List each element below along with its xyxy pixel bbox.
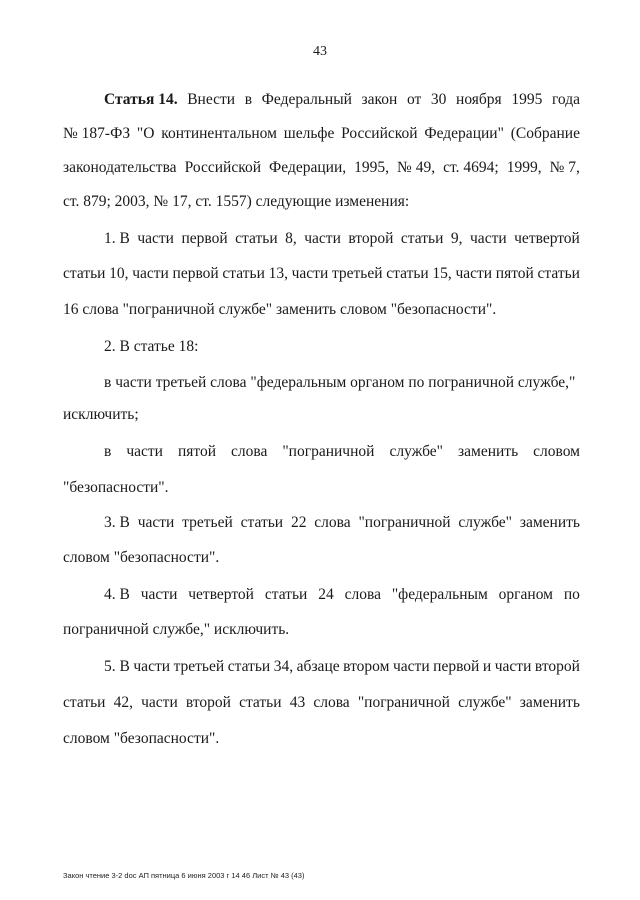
word: третьей (331, 265, 383, 282)
word: 1995, (354, 159, 390, 176)
word: статьи (264, 586, 308, 603)
word: части (304, 230, 341, 247)
word: части (133, 658, 171, 675)
word: и (482, 658, 492, 675)
word: шельфе (283, 125, 335, 142)
word: статьи (63, 694, 106, 711)
word: части (132, 265, 169, 282)
item-1-line-2 (63, 264, 580, 284)
word: второй (348, 230, 394, 247)
word: заменить (519, 514, 580, 531)
word: "пограничной (357, 694, 450, 711)
word: Российской (341, 125, 418, 142)
word: слова (313, 694, 350, 711)
word: 10, (109, 265, 129, 282)
word: первой (433, 658, 480, 675)
item-2-heading: 2. В статье 18: (104, 338, 199, 355)
word: "пограничной (282, 443, 375, 460)
word: второй (534, 658, 580, 675)
word: "федеральным (391, 586, 488, 603)
word: словом (533, 443, 580, 460)
word: континентальном (161, 125, 277, 142)
word: части (140, 586, 178, 603)
word: службе" (458, 694, 512, 711)
word: в (244, 91, 253, 108)
word: части (137, 514, 175, 531)
item-2-para-1-line-2: исключить; (63, 406, 139, 423)
item-5-line-1 (104, 657, 580, 677)
word: статьи (400, 230, 444, 247)
word: № 49, (397, 159, 436, 176)
word: третьей (173, 658, 225, 675)
word: статьи (222, 265, 265, 282)
item-2-para-2-line-1 (104, 442, 580, 462)
word: части (141, 694, 178, 711)
word: части (470, 230, 507, 247)
word: ноября (456, 91, 502, 108)
word: службе" (389, 443, 444, 460)
item-5-line-3: словом "безопасности". (63, 730, 220, 747)
word: законодательства (63, 159, 177, 176)
word: 4. В (104, 586, 130, 603)
word: части (392, 658, 430, 675)
word: Внести (187, 91, 236, 108)
word: Федерации" (424, 125, 504, 142)
word: Российской (184, 159, 261, 176)
document-footer: Закон чтение 3-2 doc АП пятница 6 июня 2003 г 14 46 Лист № 43 (43) (63, 871, 305, 880)
word: в (104, 443, 112, 460)
item-5-line-2 (63, 693, 580, 713)
word: органом (498, 586, 553, 603)
word: 9, (450, 230, 463, 247)
item-2-para-1-line-1: в части третьей слова "федеральным органом по пограничной службе," (104, 374, 576, 391)
item-3-line-2: словом "безопасности". (63, 549, 220, 566)
word: 15, (432, 265, 452, 282)
word: пятой (177, 443, 216, 460)
word: втором (343, 658, 390, 675)
article-intro-line-1 (104, 90, 580, 110)
word: службе" (458, 514, 512, 531)
word: ст. 4694; (443, 159, 499, 176)
item-1-line-3: 16 слова "пограничной службе" заменить словом "безопасности". (63, 301, 497, 318)
word: 8, (285, 230, 297, 247)
word: заменить (519, 694, 580, 711)
word: 5. В (104, 658, 130, 675)
item-4-line-1 (104, 585, 580, 605)
word: (Собрание (510, 125, 580, 142)
word: части (126, 443, 163, 460)
word: Федерации, (269, 159, 347, 176)
word: 34, (273, 658, 294, 675)
word: части (291, 265, 329, 282)
word: по (563, 586, 580, 603)
word: части (455, 265, 493, 282)
word: "О (136, 125, 155, 142)
word: 24 (318, 586, 334, 603)
word: статьи (240, 514, 284, 531)
word: 22 (290, 514, 307, 531)
article-intro-line-4: ст. 879; 2003, № 17, ст. 1557) следующие изменения: (63, 193, 410, 210)
word: абзаце (296, 658, 340, 675)
word: первой (172, 265, 219, 282)
word: статьи (537, 265, 580, 282)
word: от (406, 91, 422, 108)
word: 43 (289, 694, 306, 711)
item-3-line-1 (104, 513, 580, 533)
word: 3. В (104, 514, 130, 531)
page-number: 43 (313, 44, 327, 59)
word: части (137, 230, 174, 247)
article-intro-line-2 (63, 124, 580, 144)
word: слова (314, 514, 351, 531)
item-4-line-2: пограничной службе," исключить. (63, 621, 290, 638)
item-2-para-2-line-2: "безопасности". (63, 479, 169, 496)
word: третьей (182, 514, 233, 531)
word: статьи (239, 694, 282, 711)
word: слова (344, 586, 381, 603)
word: заменить (458, 443, 519, 460)
word: статьи (63, 265, 106, 282)
word: пятой (495, 265, 534, 282)
article-intro-line-3 (63, 158, 580, 178)
word: первой (181, 230, 228, 247)
word: статьи (235, 230, 278, 247)
word: № 187-ФЗ (63, 125, 131, 142)
word: "пограничной (358, 514, 451, 531)
word: 1995 (511, 91, 543, 108)
word: четвертой (188, 586, 254, 603)
word: части (494, 658, 532, 675)
word: статьи (386, 265, 429, 282)
word: 42, (113, 694, 133, 711)
word: года (551, 91, 580, 108)
word: 1999, (506, 159, 542, 176)
word: четвертой (514, 230, 580, 247)
article-title: Статья 14. (104, 91, 178, 108)
word: второй (185, 694, 231, 711)
word: Федеральный (261, 91, 352, 108)
word: статьи (227, 658, 271, 675)
word: закон (361, 91, 398, 108)
word: 1. В (104, 230, 130, 247)
item-1-line-1 (104, 229, 580, 249)
word: слова (231, 443, 268, 460)
word: № 7, (549, 159, 580, 176)
word: 13, (268, 265, 288, 282)
word: 30 (430, 91, 447, 108)
